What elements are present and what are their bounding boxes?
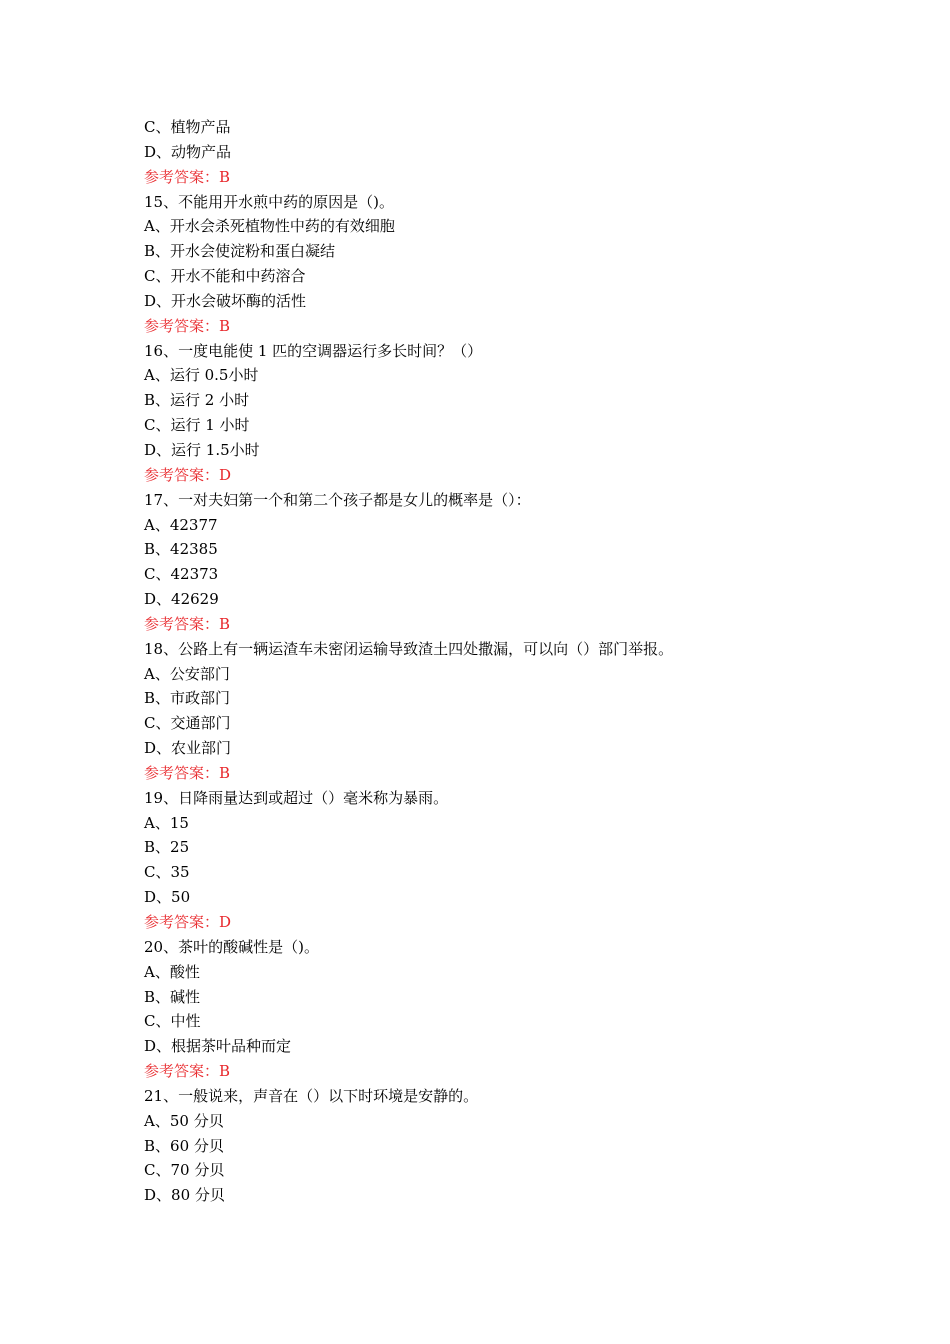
option-line: C、35 [144, 863, 190, 882]
option-line: D、80 分贝 [144, 1186, 225, 1205]
option-line: A、公安部门 [144, 664, 230, 683]
question-line: 18、公路上有一辆运渣车未密闭运输导致渣土四处撒漏，可以向（）部门举报。 [144, 639, 674, 658]
answer-line: 参考答案：B [144, 1062, 231, 1081]
question-line: 15、不能用开水煎中药的原因是（)。 [144, 192, 394, 211]
option-line: A、15 [144, 813, 189, 832]
answer-line: 参考答案：B [144, 316, 231, 335]
answer-line: 参考答案：D [144, 913, 232, 931]
option-line: C、运行 1 小时 [144, 416, 250, 435]
option-line: C、植物产品 [144, 118, 231, 136]
option-line: D、50 [144, 888, 191, 907]
option-line: D、根据茶叶品种而定 [144, 1037, 292, 1056]
option-line: A、42377 [144, 515, 218, 534]
option-line: B、运行 2 小时 [144, 391, 250, 410]
option-line: B、碱性 [144, 987, 201, 1006]
option-line: B、60 分贝 [144, 1136, 224, 1155]
option-line: C、中性 [144, 1012, 201, 1031]
answer-line: 参考答案：B [144, 167, 231, 186]
option-line: C、42373 [144, 565, 219, 584]
answer-line: 参考答案：D [144, 465, 232, 484]
option-line: B、开水会使淀粉和蛋白凝结 [144, 242, 336, 261]
question-line: 19、日降雨量达到或超过（）毫米称为暴雨。 [144, 788, 449, 807]
option-line: B、市政部门 [144, 689, 231, 708]
option-line: D、运行 1.5小时 [144, 440, 260, 459]
option-line: B、42385 [144, 540, 218, 559]
question-line: 16、一度电能使 1 匹的空调器运行多长时间？（） [144, 341, 483, 360]
option-line: D、42629 [144, 590, 219, 609]
option-line: B、25 [144, 838, 190, 857]
option-line: A、运行 0.5小时 [144, 366, 259, 385]
option-line: A、50 分贝 [144, 1111, 224, 1130]
question-line: 21、一般说来，声音在（）以下时环境是安静的。 [144, 1086, 479, 1105]
option-line: D、动物产品 [144, 142, 232, 161]
question-line: 20、茶叶的酸碱性是（)。 [144, 937, 319, 956]
option-line: C、开水不能和中药溶合 [144, 267, 306, 286]
option-line: D、农业部门 [144, 739, 232, 758]
document-page [144, 115, 844, 1208]
option-line: A、酸性 [144, 962, 200, 981]
answer-line: 参考答案：B [144, 614, 231, 633]
option-line: A、开水会杀死植物性中药的有效细胞 [144, 217, 395, 236]
option-line: C、交通部门 [144, 714, 231, 733]
option-line: D、开水会破坏酶的活性 [144, 291, 307, 310]
answer-line: 参考答案：B [144, 763, 231, 782]
option-line: C、70 分贝 [144, 1161, 225, 1180]
question-line: 17、一对夫妇第一个和第二个孩子都是女儿的概率是（）： [144, 490, 531, 509]
